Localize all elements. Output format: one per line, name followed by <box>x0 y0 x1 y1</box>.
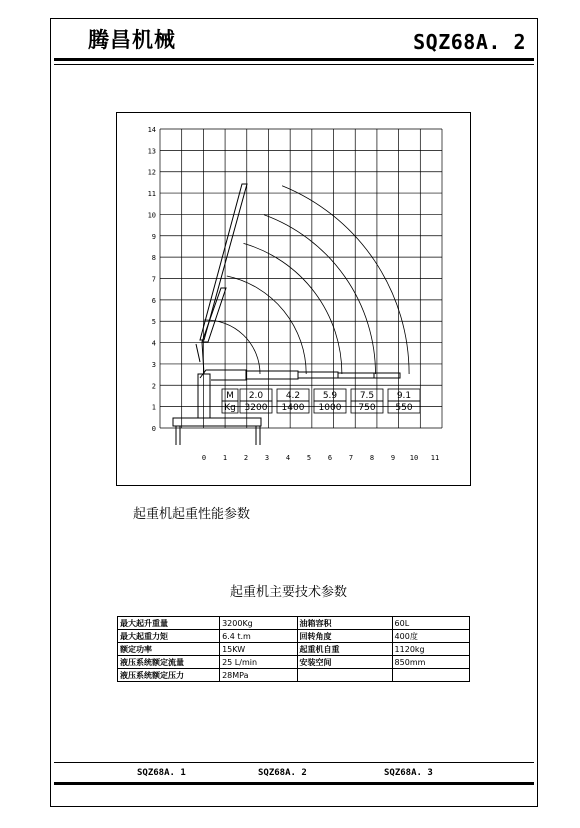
spec-value: 850mm <box>392 656 469 669</box>
x-tick-label: 6 <box>327 454 333 462</box>
spec-key: 安装空间 <box>297 656 392 669</box>
header-rule <box>54 58 534 61</box>
specs-title: 起重机主要技术参数 <box>230 585 348 600</box>
extended-boom-3 <box>338 373 374 378</box>
load-radius-value: 7.5 <box>359 391 375 401</box>
y-tick-labels <box>148 126 156 433</box>
raised-boom <box>200 184 247 340</box>
spec-key: 油箱容积 <box>297 617 392 630</box>
x-tick-label: 10 <box>409 454 419 462</box>
x-tick-label: 8 <box>369 454 375 462</box>
x-tick-label: 11 <box>430 454 440 462</box>
spec-row <box>118 656 470 669</box>
x-tick-label: 1 <box>222 454 228 462</box>
x-tick-labels <box>202 454 439 462</box>
y-tick-label: 5 <box>151 318 156 327</box>
reach-arc <box>282 186 409 374</box>
x-tick-label: 9 <box>390 454 396 462</box>
load-capacity-value: 550 <box>395 403 413 413</box>
spec-value: 15KW <box>220 643 297 656</box>
x-tick-label: 5 <box>306 454 312 462</box>
y-tick-label: 11 <box>147 190 156 199</box>
load-capacity-value: 1000 <box>318 403 342 413</box>
y-tick-label: 14 <box>147 126 156 134</box>
extended-boom-2 <box>298 372 338 378</box>
reach-arc <box>227 276 306 374</box>
footer-ref-1: SQZ68A. 1 <box>137 768 186 778</box>
spec-row <box>118 630 470 643</box>
crane-column <box>198 374 210 418</box>
load-table-row-label: M <box>226 391 234 401</box>
footer-rule-top <box>54 762 534 763</box>
y-tick-label: 4 <box>151 339 156 348</box>
hook-line <box>196 344 200 362</box>
footer-ref-2: SQZ68A. 2 <box>258 768 307 778</box>
y-tick-label: 9 <box>151 232 156 241</box>
spec-key: 最大起升重量 <box>118 617 220 630</box>
spec-row <box>118 669 470 682</box>
x-tick-label: 4 <box>285 454 291 462</box>
spec-key <box>297 669 392 682</box>
spec-key: 液压系统额定压力 <box>118 669 220 682</box>
spec-value: 25 L/min <box>220 656 297 669</box>
spec-key: 起重机自重 <box>297 643 392 656</box>
spec-key: 最大起重力矩 <box>118 630 220 643</box>
load-radius-value: 5.9 <box>322 391 338 401</box>
header-rule-thin <box>54 64 534 65</box>
load-table-row-label: Kg <box>224 403 236 413</box>
spec-key: 额定功率 <box>118 643 220 656</box>
spec-row <box>118 643 470 656</box>
crane-load-chart <box>116 112 471 486</box>
x-tick-label: 3 <box>264 454 270 462</box>
load-capacity-value: 1400 <box>281 403 305 413</box>
y-tick-label: 8 <box>151 254 156 263</box>
extended-boom-4 <box>374 373 400 378</box>
spec-value: 60L <box>392 617 469 630</box>
y-tick-label: 6 <box>151 296 156 305</box>
spec-value: 400度 <box>392 630 469 643</box>
spec-key: 回转角度 <box>297 630 392 643</box>
load-radius-value: 4.2 <box>285 391 301 401</box>
spec-value: 3200Kg <box>220 617 297 630</box>
x-tick-label: 0 <box>201 454 207 462</box>
y-tick-label: 10 <box>147 211 156 220</box>
performance-caption: 起重机起重性能参数 <box>133 507 251 522</box>
footer-ref-3: SQZ68A. 3 <box>384 768 433 778</box>
spec-value: 6.4 t.m <box>220 630 297 643</box>
spec-value: 28MPa <box>220 669 297 682</box>
reach-arc <box>244 243 342 374</box>
reach-arcs <box>204 186 409 374</box>
y-tick-label: 12 <box>147 168 156 177</box>
brand-title: 腾昌机械 <box>88 28 176 52</box>
load-capacity-value: 3200 <box>244 403 268 413</box>
y-tick-label: 2 <box>151 382 156 391</box>
load-radius-value: 9.1 <box>396 391 412 401</box>
spec-value: 1120kg <box>392 643 469 656</box>
x-tick-label: 2 <box>243 454 249 462</box>
footer-rule <box>54 782 534 785</box>
grid <box>160 129 442 428</box>
load-table <box>222 389 420 413</box>
crane-base <box>173 418 261 426</box>
specs-table <box>117 616 470 682</box>
x-tick-label: 7 <box>348 454 354 462</box>
y-tick-label: 1 <box>151 403 156 412</box>
y-tick-label: 7 <box>151 275 156 284</box>
model-number: SQZ68A. 2 <box>413 30 526 54</box>
load-radius-value: 2.0 <box>248 391 264 401</box>
spec-key: 液压系统额定流量 <box>118 656 220 669</box>
y-tick-label: 13 <box>147 147 156 156</box>
y-tick-label: 0 <box>151 425 156 433</box>
folded-boom <box>200 370 246 380</box>
spec-row <box>118 617 470 630</box>
load-capacity-value: 750 <box>358 403 376 413</box>
y-tick-label: 3 <box>151 360 156 369</box>
spec-value <box>392 669 469 682</box>
reach-arc <box>264 215 376 374</box>
